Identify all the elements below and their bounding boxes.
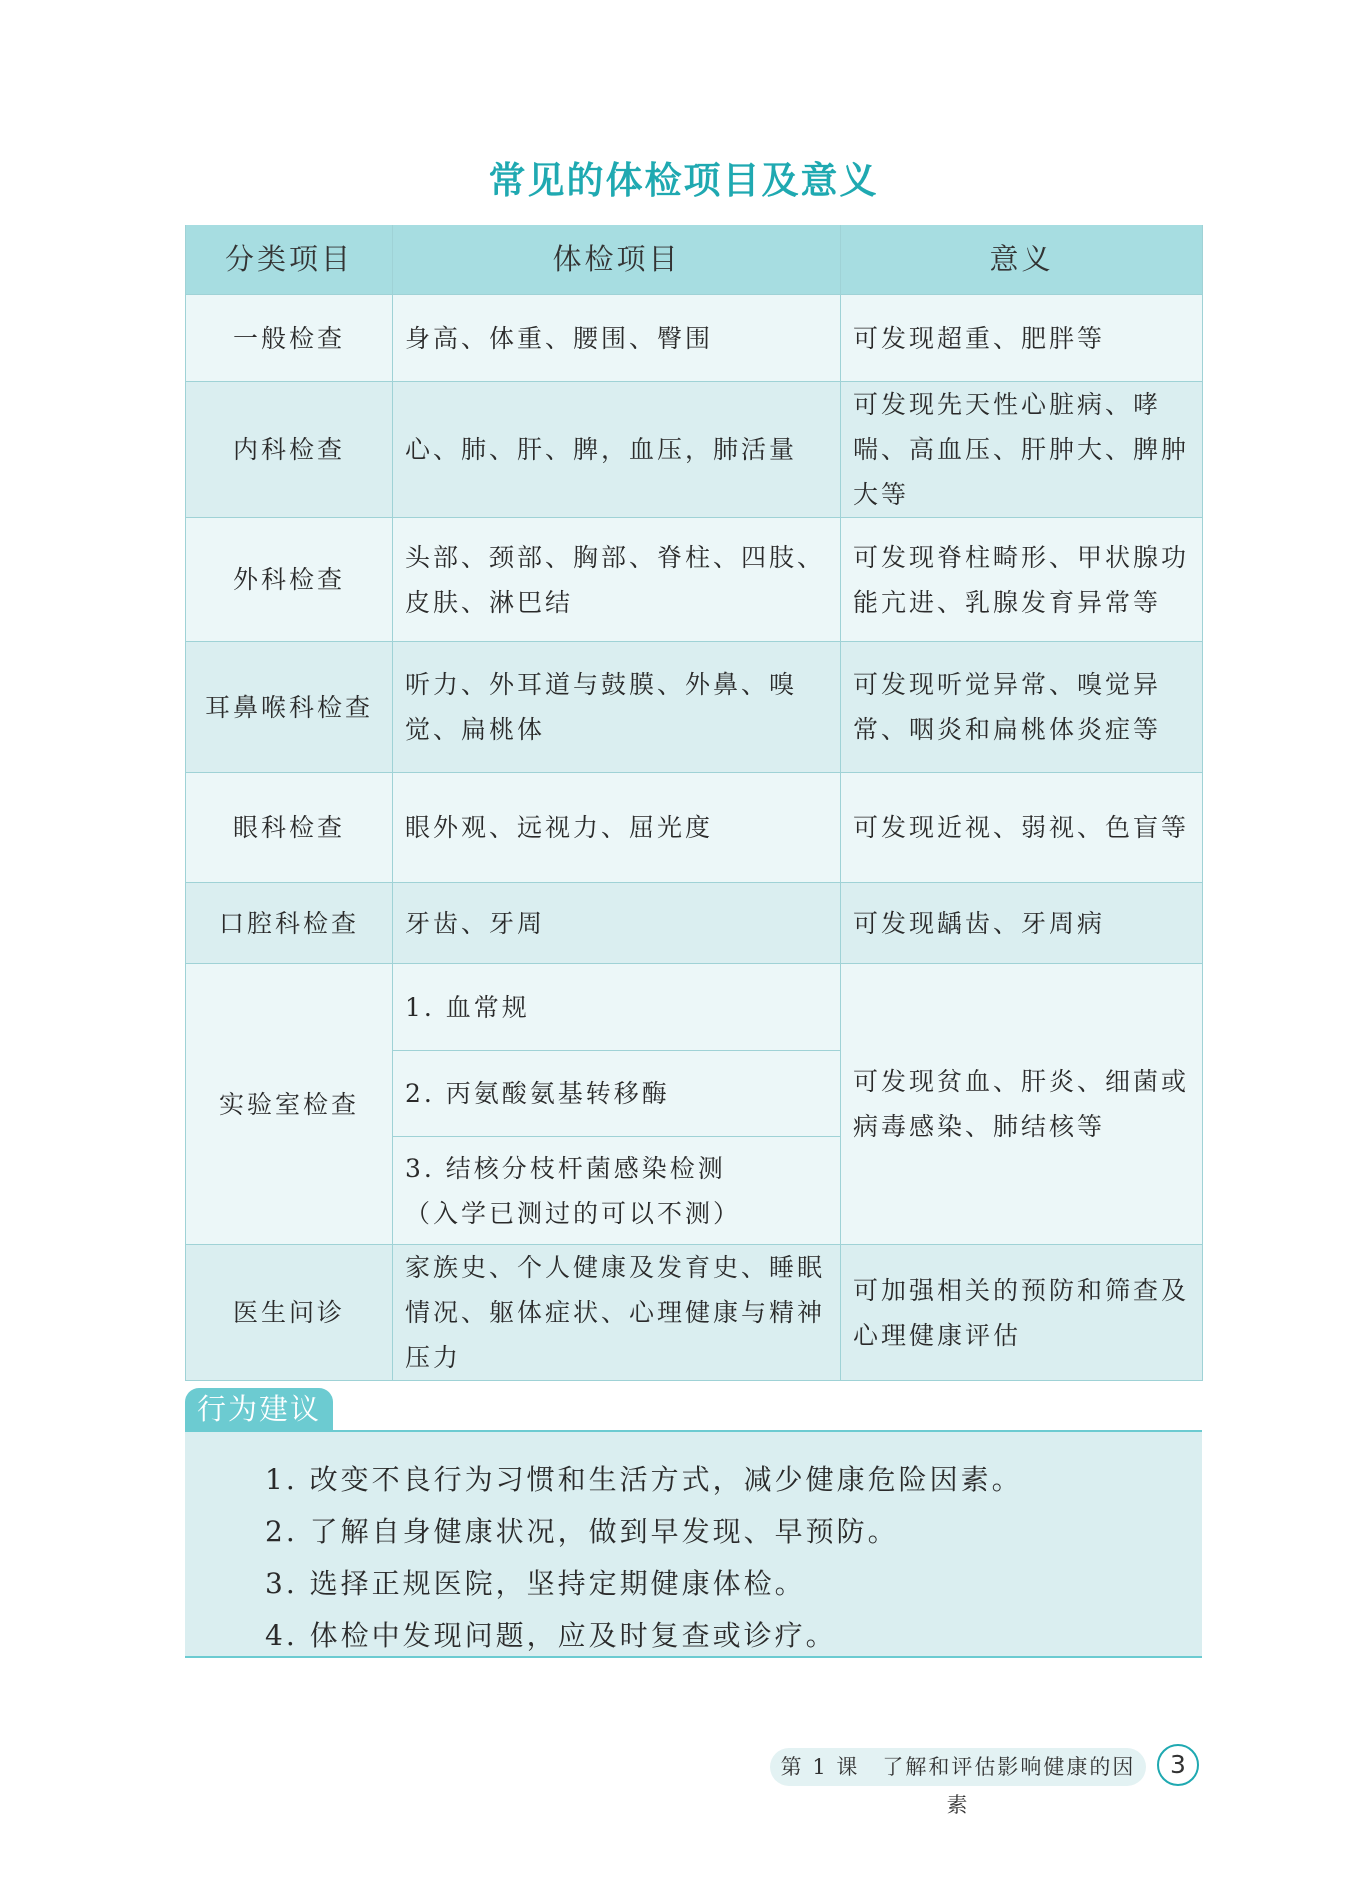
table-header-row (186, 225, 1203, 295)
row-items: 头部、颈部、胸部、脊柱、四肢、皮肤、淋巴结 (393, 518, 841, 642)
row-items: 家族史、个人健康及发育史、睡眠情况、躯体症状、心理健康与精神压力 (393, 1245, 841, 1381)
table-row (186, 382, 1203, 518)
page-number: 3 (1157, 1744, 1199, 1786)
lab-category: 实验室检查 (186, 964, 393, 1245)
row-meaning: 可发现听觉异常、嗅觉异常、咽炎和扁桃体炎症等 (841, 642, 1203, 773)
advice-item: 4. 体检中发现问题，应及时复查或诊疗。 (265, 1619, 837, 1652)
row-items: 听力、外耳道与鼓膜、外鼻、嗅觉、扁桃体 (393, 642, 841, 773)
advice-item: 2. 了解自身健康状况，做到早发现、早预防。 (265, 1515, 899, 1548)
row-items: 牙齿、牙周 (393, 883, 841, 964)
row-category: 外科检查 (186, 518, 393, 642)
lesson-footer: 第 1 课 了解和评估影响健康的因素 (770, 1748, 1146, 1786)
table-row (186, 642, 1203, 773)
lab-meaning: 可发现贫血、肝炎、细菌或病毒感染、肺结核等 (841, 964, 1203, 1245)
advice-box (185, 1430, 1202, 1658)
row-meaning: 可加强相关的预防和筛查及心理健康评估 (841, 1245, 1203, 1381)
row-category: 内科检查 (186, 382, 393, 518)
header-items: 体检项目 (393, 225, 841, 295)
row-category: 医生问诊 (186, 1245, 393, 1381)
advice-heading: 行为建议 (185, 1388, 333, 1430)
page-title: 常见的体检项目及意义 (488, 159, 879, 202)
row-category: 眼科检查 (186, 773, 393, 883)
row-meaning: 可发现先天性心脏病、哮喘、高血压、肝肿大、脾肿大等 (841, 382, 1203, 518)
row-meaning: 可发现近视、弱视、色盲等 (841, 773, 1203, 883)
table-row (186, 518, 1203, 642)
advice-item: 1. 改变不良行为习惯和生活方式，减少健康危险因素。 (265, 1463, 1023, 1496)
row-category: 一般检查 (186, 295, 393, 382)
row-items: 身高、体重、腰围、臀围 (393, 295, 841, 382)
table-row-lab (186, 964, 1203, 1051)
row-meaning: 可发现超重、肥胖等 (841, 295, 1203, 382)
table-row (186, 773, 1203, 883)
advice-list (185, 1432, 1202, 1662)
lab-item-3 (393, 1137, 841, 1245)
row-category: 口腔科检查 (186, 883, 393, 964)
row-items: 眼外观、远视力、屈光度 (393, 773, 841, 883)
lab-item-3-line-1: 3. 结核分枝杆菌感染检测 (405, 1153, 726, 1183)
row-category: 耳鼻喉科检查 (186, 642, 393, 773)
lab-item-1: 1. 血常规 (393, 964, 841, 1051)
row-meaning: 可发现龋齿、牙周病 (841, 883, 1203, 964)
row-meaning: 可发现脊柱畸形、甲状腺功能亢进、乳腺发育异常等 (841, 518, 1203, 642)
header-category: 分类项目 (186, 225, 393, 295)
lab-item-2: 2. 丙氨酸氨基转移酶 (393, 1051, 841, 1137)
row-items: 心、肺、肝、脾，血压，肺活量 (393, 382, 841, 518)
checkup-table (185, 225, 1203, 1381)
table-row (186, 883, 1203, 964)
table-row (186, 295, 1203, 382)
header-meaning: 意义 (841, 225, 1203, 295)
lab-item-3-note: （入学已测过的可以不测） (405, 1198, 742, 1228)
advice-item: 3. 选择正规医院，坚持定期健康体检。 (265, 1567, 806, 1600)
table-row (186, 1245, 1203, 1381)
